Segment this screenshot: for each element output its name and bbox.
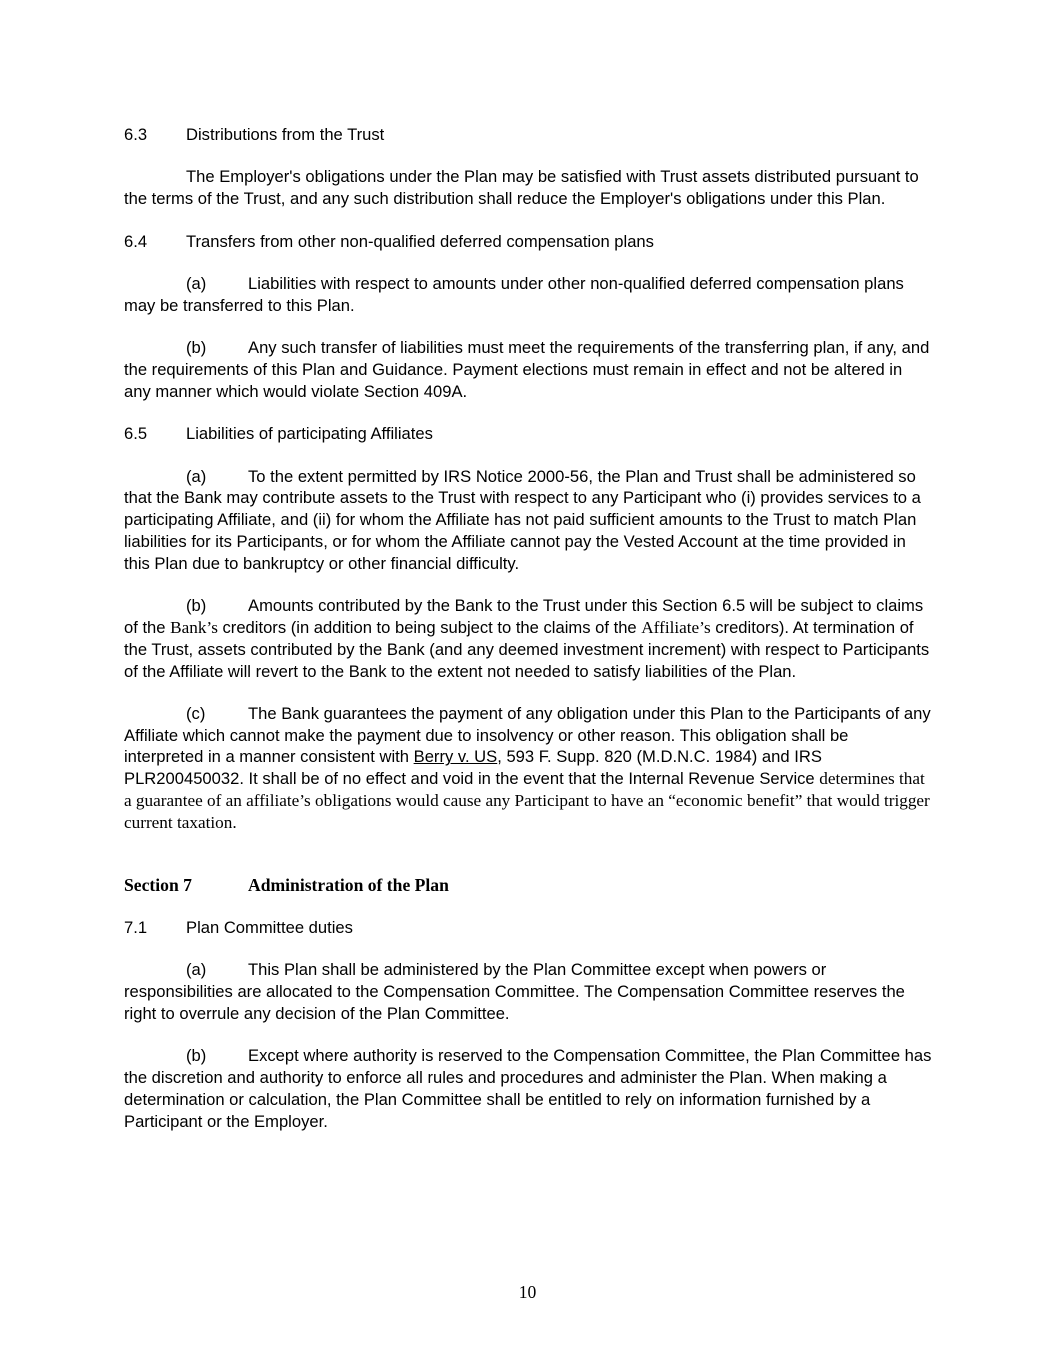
paragraph-7-1-b <box>124 1045 932 1132</box>
heading-7-1 <box>124 917 932 939</box>
paragraph-6-4-a <box>124 273 932 317</box>
paragraph-text: This Plan shall be administered by the Plan Committee except when powers or responsibilities are allocated to the Compensation Committee. The Compensation Committee reserves the right to overrule any decision of the Plan Committee. <box>124 960 905 1024</box>
section-title: Administration of the Plan <box>248 874 449 895</box>
paragraph-6-4-b <box>124 337 932 402</box>
section-number: Section 7 <box>124 874 192 895</box>
section-number: 7.1 <box>124 918 148 938</box>
subsection-label: (c) <box>186 703 206 723</box>
paragraph-7-1-a <box>124 959 932 1024</box>
heading-6-3 <box>124 124 932 146</box>
section-title: Transfers from other non-qualified deferred compensation plans <box>186 231 654 251</box>
section-title: Liabilities of participating Affiliates <box>186 424 433 444</box>
paragraph-6-3: The Employer's obligations under the Plan may be satisfied with Trust assets distributed pursuant to the terms of the Trust, and any such distribution shall reduce the Employer's obligations under this Plan. <box>124 167 919 209</box>
heading-6-4 <box>124 231 932 253</box>
paragraph-6-5-b <box>124 595 932 682</box>
section-title: Distributions from the Trust <box>186 125 385 144</box>
subsection-label: (b) <box>186 338 207 358</box>
paragraph-text: creditors (in addition to being subject to the claims of the <box>217 617 642 637</box>
serif-text: Affiliate’s <box>641 617 711 637</box>
subsection-label: (a) <box>186 466 207 486</box>
subsection-label: (a) <box>186 273 207 293</box>
paragraph-text: , 593 F. Supp. 820 (M.D.N.C. 1984) and IRS PLR200450032. It shall be of no effect and void in the event that the Internal Revenue Service <box>124 747 822 789</box>
heading-6-5 <box>124 423 932 445</box>
paragraph-text: Except where authority is reserved to the Compensation Committee, the Plan Committee has the discretion and authority to enforce all rules and procedures and administer the Plan. When making a determination or calculation, the Plan Committee shall be entitled to rely on information furnished by a Participant or the Employer. <box>124 1046 932 1131</box>
paragraph-text: The Bank guarantees the payment of any obligation under this Plan to the Participants of any Affiliate which cannot make the payment due to insolvency or other reason. This obligation shall be interpreted in a manner consistent with <box>124 703 931 767</box>
paragraph-text: creditors). At termination of the Trust, assets contributed by the Bank (and any deemed investment increment) with respect to Participants of the Affiliate will revert to the Bank to the extent not needed to satisfy liabilities of the Plan. <box>124 617 930 681</box>
subsection-label: (a) <box>186 960 207 980</box>
serif-text: determines that a guarantee of an affiliate’s obligations would cause any Participant to have an “economic benefit” that would trigger current taxation. <box>124 769 930 832</box>
subsection-label: (b) <box>186 596 207 616</box>
section-number: 6.4 <box>124 231 148 251</box>
paragraph-6-5-c <box>124 703 932 834</box>
section-7-heading <box>124 875 932 897</box>
serif-text: Bank’s <box>170 617 218 637</box>
document-page <box>124 124 932 1153</box>
paragraph-text: Any such transfer of liabilities must meet the requirements of the transferring plan, if any, and the requirements of this Plan and Guidance. Payment elections must remain in effect and not be altered in any manner which would violate Section 409A. <box>124 338 930 401</box>
subsection-label: (b) <box>186 1046 207 1066</box>
page-number: 10 <box>518 1282 537 1302</box>
paragraph-6-5-a <box>124 466 932 575</box>
case-citation: Berry v. US <box>413 747 498 767</box>
paragraph-text: To the extent permitted by IRS Notice 2000-56, the Plan and Trust shall be administered so that the Bank may contribute assets to the Trust with respect to any Participant who (i) provides services to a participating Affiliate, and (ii) for whom the Affiliate has not paid sufficient amounts to the Trust to match Plan liabilities for its Participants, or for whom the Affiliate cannot pay the Vested Account at the time provided in this Plan due to bankruptcy or other financial difficulty. <box>124 466 921 573</box>
paragraph-text: Liabilities with respect to amounts under other non-qualified deferred compensation plans may be transferred to this Plan. <box>124 273 904 315</box>
paragraph-text: Amounts contributed by the Bank to the Trust under this Section 6.5 will be subject to claims of the <box>124 596 924 637</box>
section-number: 6.3 <box>124 125 148 144</box>
section-title: Plan Committee duties <box>186 918 353 938</box>
section-number: 6.5 <box>124 424 148 444</box>
